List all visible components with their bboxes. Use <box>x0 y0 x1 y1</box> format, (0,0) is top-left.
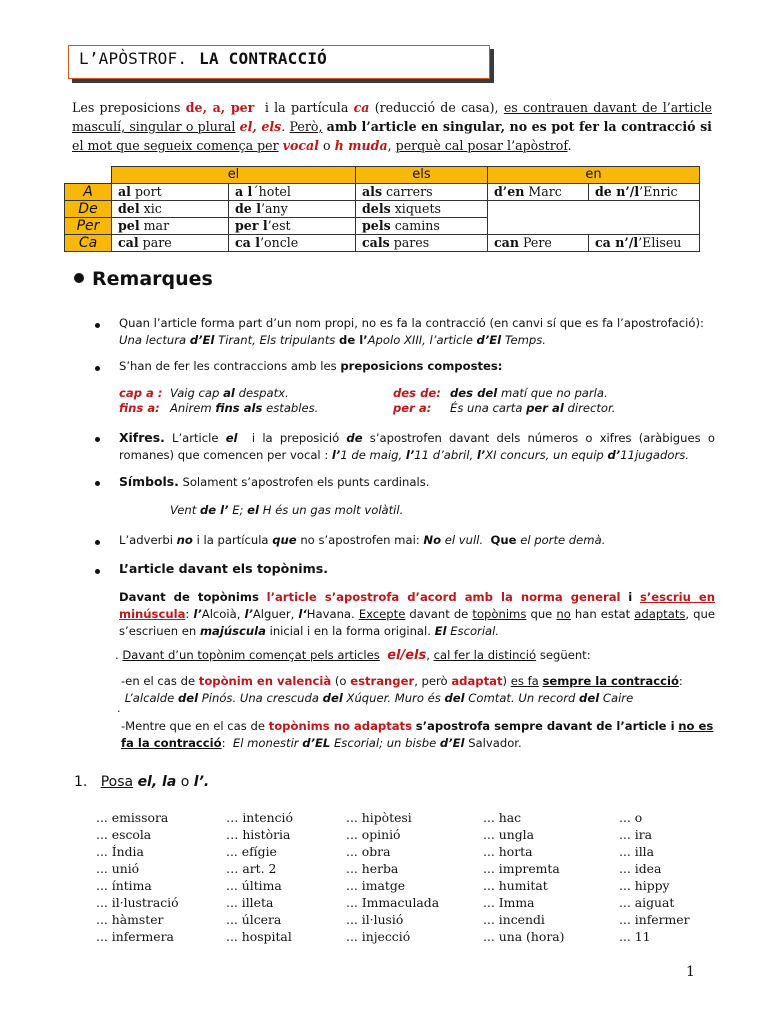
table-cell: per l’est <box>229 218 356 235</box>
table-cell: de n’/l’Enric <box>589 184 700 201</box>
table-cell: als carrers <box>356 184 488 201</box>
table-cell: dels xiquets <box>356 201 488 218</box>
label-cap-a: cap a : <box>119 386 163 400</box>
remark-toponyms-heading: L’article davant els topònims. <box>119 561 329 576</box>
exercise-item: ... impremta <box>483 861 560 876</box>
bullet-icon <box>74 273 84 283</box>
prep-cell: A <box>65 184 112 201</box>
table-corner <box>65 167 112 184</box>
table-cell: can Pere <box>488 235 589 252</box>
toponyms-paragraph-2: . Davant d’un topònim començat pels articles el/els, cal fer la distinció següent: <box>115 648 591 663</box>
table-cell: d’en Marc <box>488 184 589 201</box>
exercise-column-5 <box>619 809 690 945</box>
bullet-icon <box>95 569 100 574</box>
exercise-item: ... íntima <box>96 878 152 893</box>
contraction-table <box>64 166 700 252</box>
exercise-item: ... il·lustració <box>96 895 179 910</box>
table-header-el: el <box>112 167 356 184</box>
example-symbols: Vent de l’ E; el H és un gas molt volàtil. <box>170 503 404 517</box>
intro-paragraph <box>72 98 712 155</box>
exercise-item: ... una (hora) <box>483 929 565 944</box>
intro-preps: de, a, per <box>185 100 255 115</box>
exercise-item: ... hippy <box>619 878 670 893</box>
intro-text: Les preposicions <box>72 100 181 115</box>
table-header-row <box>65 167 700 184</box>
intro-text: es contrauen davant de l’article masculí, singular o plural <box>72 100 712 134</box>
intro-text: , <box>387 138 392 153</box>
table-row <box>65 184 700 201</box>
table-cell-empty <box>488 201 700 235</box>
intro-text: perquè cal posar l’apòstrof <box>395 138 568 153</box>
exercise-item: ... hàmster <box>96 912 164 927</box>
exercise-item: ... humitat <box>483 878 548 893</box>
exercise-item: … història <box>226 827 291 842</box>
intro-text: amb l’article en singular, no es pot fer la contracció si <box>326 119 712 134</box>
exercise-item: ... illeta <box>226 895 274 910</box>
exercise-item: ... hipòtesi <box>346 810 412 825</box>
exercise-column-3 <box>346 809 439 945</box>
page-number: 1 <box>686 964 695 980</box>
toponyms-paragraph-4: -Mentre que en el cas de topònims no adaptats s’apostrofa sempre davant de l’article i no es fa la contracció: El monestir d’EL Escorial; un bisbe d’El Salvador. <box>121 719 714 750</box>
example-fins-a: Anirem fins als estables. <box>170 401 319 415</box>
table-cell: del xic <box>112 201 229 218</box>
label-fins-a: fins a: <box>119 401 160 415</box>
intro-text: Però, <box>289 119 323 134</box>
exercise-item: ... aiguat <box>619 895 675 910</box>
exercise-column-4 <box>483 809 564 945</box>
exercise-item: ... Índia <box>96 844 144 859</box>
table-cell: al port <box>112 184 229 201</box>
table-header-els: els <box>356 167 488 184</box>
exercise-item: ... unió <box>96 861 140 876</box>
bullet-icon <box>95 540 100 545</box>
exercise-item: ... o <box>619 810 643 825</box>
title-box <box>68 45 490 79</box>
exercise-item: ... herba <box>346 861 399 876</box>
table-cell: a l´hotel <box>229 184 356 201</box>
intro-ca: ca <box>353 100 370 115</box>
exercise-item: ... obra <box>346 844 391 859</box>
remark-numbers: Xifres. L’article el i la preposició de s’apostrofen davant dels números o xifres (aràbigues o romanes) que comencen per vocal : l’1 de maig, l’11 d’abril, l’XI concurs, un equip d’11jugadors. <box>119 430 715 462</box>
bullet-icon <box>95 323 100 328</box>
table-cell: cal pare <box>112 235 229 252</box>
exercise-item: ... Imma <box>483 895 535 910</box>
exercise-item: ... illa <box>619 844 655 859</box>
exercise-item: … art. 2 <box>226 861 277 876</box>
remark-symbols: Símbols. Solament s’apostrofen els punts cardinals. <box>119 474 430 489</box>
label-per-a: per a: <box>393 401 432 415</box>
toponyms-paragraph-3: -en el cas de topònim en valencià (o estranger, però adaptat) es fa sempre la contracció: L’alcalde del Pinós. Una crescuda del Xúquer. Muro és del Comtat. Un record del Caire <box>121 674 683 705</box>
intro-text: (reducció de casa), <box>374 100 499 115</box>
exercise-item: ... ira <box>619 827 653 842</box>
intro-vocal: vocal <box>282 138 319 153</box>
table-cell: ca l’oncle <box>229 235 356 252</box>
table-row <box>65 235 700 252</box>
exercise-item: ... efígie <box>226 844 277 859</box>
table-cell: cals pares <box>356 235 488 252</box>
toponyms-paragraph-1: Davant de topònims l’article s’apostrofa d’acord amb la norma general i s’escriu en minúscula: l’Alcoià, l’Alguer, l‘Havana. Excepte davant de topònims que no han estat adaptats, que s’escriuen en majúscula inicial i en la forma original. El Escorial. <box>119 590 716 638</box>
exercise-item: ... imatge <box>346 878 406 893</box>
remarques-heading-text: Remarques <box>92 268 213 290</box>
exercise-item: … intenció <box>226 810 293 825</box>
exercise-item: ... 11 <box>619 929 651 944</box>
table-row <box>65 201 700 218</box>
exercise-item: ... emissora <box>96 810 169 825</box>
table-header-en: en <box>488 167 700 184</box>
exercise-item: ... Immaculada <box>346 895 440 910</box>
exercise-item: ... ungla <box>483 827 534 842</box>
exercise-title: 1. Posa el, la o l’. <box>74 774 210 790</box>
remarques-heading <box>74 268 213 290</box>
prep-cell: Ca <box>65 235 112 252</box>
example-des-de: des del matí que no parla. <box>450 386 608 400</box>
intro-text: el mot que segueix comença per <box>72 138 279 153</box>
exercise-item: ... infermer <box>619 912 690 927</box>
exercise-item: ... injecció <box>346 929 411 944</box>
table-cell: ca n’/l’Eliseu <box>589 235 700 252</box>
exercise-item: ... última <box>226 878 282 893</box>
exercise-item: ... úlcera <box>226 912 282 927</box>
intro-hmuda: h muda <box>334 138 388 153</box>
page-title <box>79 49 327 68</box>
exercise-item: ... opinió <box>346 827 401 842</box>
intro-text: o <box>323 138 331 153</box>
remark-no-que: L’adverbi no i la partícula que no s’apostrofen mai: No el vull. Que el porte demà. <box>119 533 606 547</box>
intro-text: . <box>567 138 572 153</box>
label-des-de: des de: <box>393 386 441 400</box>
example-cap-a: Vaig cap al despatx. <box>170 386 289 400</box>
stray-dot: · <box>117 705 121 718</box>
title-part-1: L’APÒSTROF. <box>79 49 188 68</box>
remark-compound-preps: S’han de fer les contraccions amb les preposicions compostes: <box>119 359 503 373</box>
intro-text: i la partícula <box>264 100 349 115</box>
exercise-item: ... infermera <box>96 929 174 944</box>
remark-proper-noun: Quan l’article forma part d’un nom propi, no es fa la contracció (en canvi sí que es fa l’apostrofació): Una lectura d’El Tirant, Els tripulants de l’Apolo XIII, l’article d’El Temps. <box>119 316 704 347</box>
exercise-item: ... idea <box>619 861 662 876</box>
intro-text: . <box>281 119 286 134</box>
table-cell: de l’any <box>229 201 356 218</box>
prep-cell: De <box>65 201 112 218</box>
exercise-item: ... hac <box>483 810 522 825</box>
title-part-2: LA CONTRACCIÓ <box>199 49 327 68</box>
bullet-icon <box>95 481 100 486</box>
exercise-column-1 <box>96 809 179 945</box>
exercise-item: ... escola <box>96 827 152 842</box>
exercise-item: ... hospital <box>226 929 292 944</box>
bullet-icon <box>95 437 100 442</box>
intro-articles: el, els <box>239 119 282 134</box>
bullet-icon <box>95 366 100 371</box>
exercise-item: ... horta <box>483 844 533 859</box>
prep-cell: Per <box>65 218 112 235</box>
table-cell: pel mar <box>112 218 229 235</box>
exercise-item: ... incendi <box>483 912 545 927</box>
table-cell: pels camins <box>356 218 488 235</box>
example-per-a: És una carta per al director. <box>450 401 616 415</box>
exercise-item: ... il·lusió <box>346 912 404 927</box>
exercise-column-2 <box>226 809 293 945</box>
